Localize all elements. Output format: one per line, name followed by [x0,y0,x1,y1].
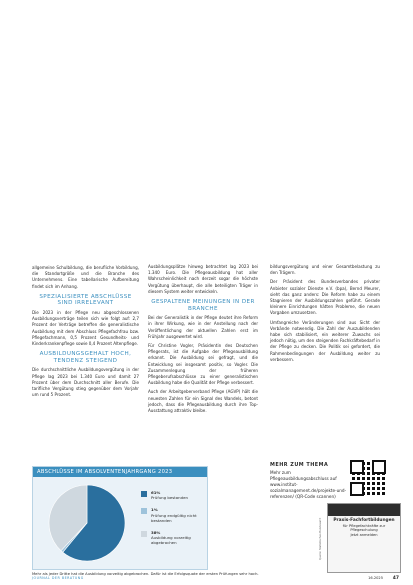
promo-text-block [328,516,400,540]
section-heading-salary: AUSBILDUNGSGEHALT HOCH, TENDENZ STEIGEND [39,351,132,364]
text-column-1 [32,265,139,398]
col2-text3: Auch der Arbeitgeberverband Pflege (AGVP) hält die neuesten Zahlen für ein Signal des Wandels, betont jedoch, dass die Pflegeausbildung durch ihre Top-Ausstattung attraktiv bleibe. [148,389,258,414]
chart-caption: Mehr als jeder Dritte hat die Ausbildung vorzeitig abgebrochen. Dafür ist die Erfolgsquote der ersten Prüfungen sehr hoch. [32,572,259,576]
col2-text2: Für Christine Vogler, Präsidentin des Deutschen Pflegerats, ist die Aufgabe der Pflegeausbildung erkannt. Die Ausbildung sei gefragt, und die Entwicklung sei insgesamt positiv, so Vogler. Die Zusammenlegung der früheren Pflegeberufsabschlüsse zu einer generalistischen Ausbildung habe die Qualität der Pflege verbessert. [148,343,258,386]
legend-swatch-dropped [141,531,147,537]
text-column-3 [270,264,380,363]
chart-box [32,466,208,570]
col2-intro: Ausbildungsplätze hinweg betrachtet lag 2023 bei 1.340 Euro. Die Pflegeausbildung hat aller Wahrscheinlichkeit nach derzeit sogar die höchste Vergütung überhaupt, die alle beteiligten Träger in diesem System weiter entwickeln. [148,264,258,294]
legend-item-passed [141,490,207,500]
footer-journal: JOURNAL DER BERATUNG [32,576,84,580]
legend-label-failed: Prüfung endgültig nicht bestanden [151,512,197,523]
sidebar-heading: MEHR ZUM THEMA [270,462,329,468]
col3-text2: Umfangreiche Veränderungen sind aus Sicht der Verbände notwendig. Die Zahl der Auszubildenden habe sich stabilisiert, ein weiterer Zuwachs sei jedoch nötig, um den steigenden Fachkräftebedarf in der Pflege zu decken. Die Politik sei gefordert, die Rahmenbedingungen der Ausbildung weiter zu verbessern. [270,319,380,362]
sidebar-text: Mehr zum Pflegeausbildungsabschluss auf www.institut-sozialmanagement.de/projekte-und-referenzen/ (QR-Code scannen) [270,470,347,499]
legend-swatch-passed [141,491,147,497]
legend-pct-failed: 1% [151,507,158,513]
chart-legend [141,490,207,553]
legend-pct-passed: 61% [151,490,161,495]
legend-label-dropped: Ausbildung vorzeitig abgebrochen [151,535,191,546]
legend-label-passed: Prüfung bestanden [151,495,188,501]
footer-issue: 16.2025 [368,576,383,580]
promo-title: Praxis-Fachfortbildungen [333,518,395,523]
pie-chart [39,479,139,569]
section-heading-opinions: GESPALTENE MEINUNGEN IN DER BRANCHE [151,299,255,312]
col1-section1-text: Die 2023 in der Pflege neu abgeschlossenen Ausbildungsverträge teilen sich wie folgt auf: 2,7 Prozent der Verträge betreffen die generalistische Ausbildung mit dem Abschluss Pflegefachfrau bzw. Pflegefachmann, 0,5 Prozent Gesundheits- und Kinderkrankenpflege sowie 0,4 Prozent Altenpflege. [32,310,139,347]
text-column-2 [148,264,258,414]
legend-item-dropped [141,530,207,546]
col3-text1: Der Präsident des Bundesverbandes privater Anbieter sozialer Dienste e.V. (bpa), Bernd Meurer, sieht das ganz anders: Die Reform habe zu einem Stagnieren der Ausbildungszahlen geführt. Gerade kleinere Einrichtungen hätten Probleme, die neuen Vorgaben umzusetzen. [270,279,380,316]
col1-intro: allgemeine Schulbildung, die berufliche Vorbildung, die Standortgröße und die Branche des Unternehmens. Eine tabellarische Aufbereitung findet sich im Anhang. [32,265,139,289]
col2-text1: Bei der Generalistik in der Pflege deutet ihre Reform in ihrer Wirkung, wie in der Anstellung nach der Veröffentlichung der aktuellen Zahlen erst im Frühjahr ausgewertet wird. [148,315,258,339]
chart-title: ABSCHLÜSSE IM ABSOLVENTENJAHRGANG 2023 [33,467,207,477]
promo-text: für Pflegefachkräfte zur Pflegeschulung [342,523,386,533]
promo-logo [328,504,400,516]
source-note: Quelle: Statistisches Bundesamt [319,517,322,560]
col1-section2-text: Die durchschnittliche Ausbildungsvergütung in der Pflege lag 2023 bei 1.340 Euro und damit 27 Prozent über dem Durchschnitt aller Berufe. Die tarifliche Vergütung stieg gegenüber dem Vorjahr um rund 5 Prozent. [32,367,139,398]
legend-item-failed [141,507,207,523]
page-number: 47 [392,576,399,581]
section-heading-specialized: SPEZIALISIERTE ABSCHLÜSSE SIND IRRELEVANT [39,293,132,307]
qr-finder-icon [350,482,364,496]
col3-intro: bildungsvergütung und einer Gesamtbelastung zu den Trägern. [270,264,380,276]
qr-code-icon[interactable] [350,460,386,496]
promo-sub: Jetzt anmelden [350,532,378,537]
legend-swatch-failed [141,508,147,514]
legend-pct-dropped: 38% [151,530,161,536]
promo-box[interactable] [327,503,401,573]
